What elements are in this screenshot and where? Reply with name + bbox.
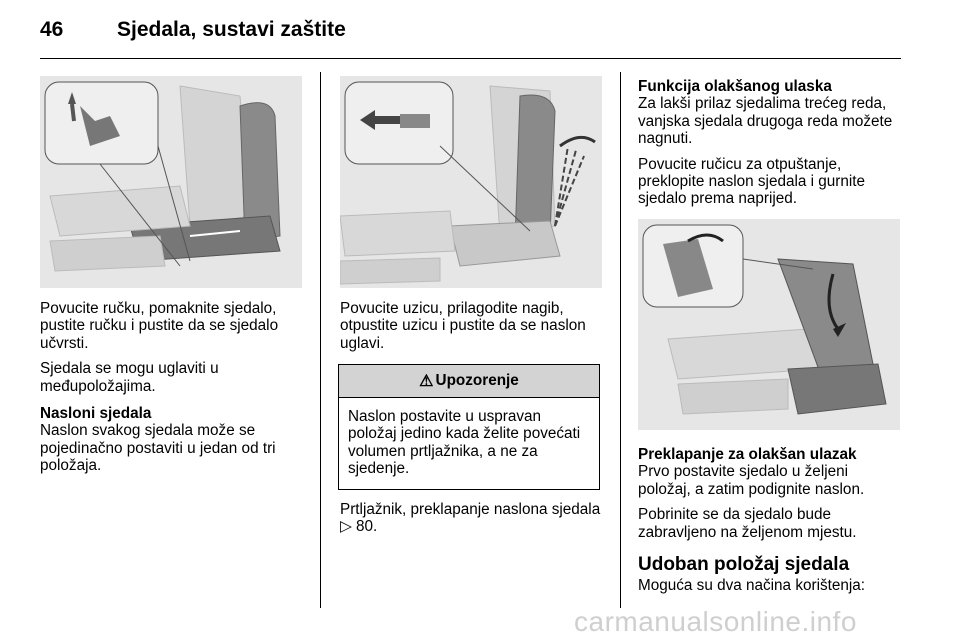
paragraph: Naslon svakog sjedala može se pojedinačno postaviti u jedan od tri položaja. bbox=[40, 422, 276, 475]
seat-easy-entry-illustration bbox=[638, 219, 900, 430]
seat-recline-illustration-icon bbox=[340, 76, 602, 288]
seat-adjust-handle-illustration bbox=[40, 76, 302, 288]
paragraph: Prtljažnik, preklapanje naslona sjedala ▷ 80. bbox=[340, 501, 601, 536]
warning-header bbox=[339, 365, 599, 398]
column-2-intro bbox=[340, 300, 602, 360]
paragraph: Pobrinite se da sjedalo bude zabravljeno na željenom mjestu. bbox=[638, 506, 857, 541]
subheading: Nasloni sjedala bbox=[40, 405, 152, 423]
paragraph: Prvo postavite sjedalo u željeni položaj, a zatim podignite naslon. bbox=[638, 463, 865, 498]
column-3-bottom-text bbox=[638, 446, 900, 549]
column-1-text bbox=[40, 300, 302, 483]
warning-box bbox=[338, 364, 600, 490]
paragraph: Povucite ručicu za otpuštanje, preklopite naslon sjedala i gurnite sjedalo prema naprijed. bbox=[638, 155, 866, 208]
paragraph: Povucite ručku, pomaknite sjedalo, pustite ručku i pustite da se sjedalo učvrsti. bbox=[40, 300, 279, 352]
page-number: 46 bbox=[40, 18, 64, 41]
seat-adjust-illustration-icon bbox=[40, 76, 302, 288]
subheading: Funkcija olakšanog ulaska bbox=[638, 78, 832, 95]
page-title: Sjedala, sustavi zaštite bbox=[117, 18, 346, 41]
column-3-top-text bbox=[638, 78, 900, 216]
column-divider-1 bbox=[320, 72, 321, 608]
warning-body: Naslon postavite u uspravan položaj jedino kada želite povećati volumen prtljažnika, a ne za sjedenje. bbox=[348, 408, 581, 478]
warning-title: Upozorenje bbox=[435, 372, 519, 389]
seat-recline-strap-illustration bbox=[340, 76, 602, 288]
column-divider-2 bbox=[620, 72, 621, 608]
subheading: Preklapanje za olakšan ulazak bbox=[638, 446, 857, 463]
paragraph: Sjedala se mogu uglaviti u međupoložajima. bbox=[40, 360, 219, 395]
column-3-final-text bbox=[638, 577, 900, 602]
seat-easy-entry-illustration-icon bbox=[638, 219, 900, 430]
paragraph: Za lakši prilaz sjedalima trećeg reda, vanjska sjedala drugoga reda možete nagnuti. bbox=[638, 95, 893, 148]
paragraph: Moguća su dva načina korištenja: bbox=[638, 577, 866, 594]
watermark: carmanualsonline.info bbox=[574, 606, 857, 637]
section-heading: Udoban položaj sjedala bbox=[638, 554, 850, 575]
column-2-reference bbox=[340, 501, 602, 544]
header-rule bbox=[40, 58, 901, 59]
paragraph: Povucite uzicu, prilagodite nagib, otpustite uzicu i pustite da se naslon uglavi. bbox=[340, 300, 586, 352]
warning-icon: ⚠ bbox=[419, 373, 434, 390]
